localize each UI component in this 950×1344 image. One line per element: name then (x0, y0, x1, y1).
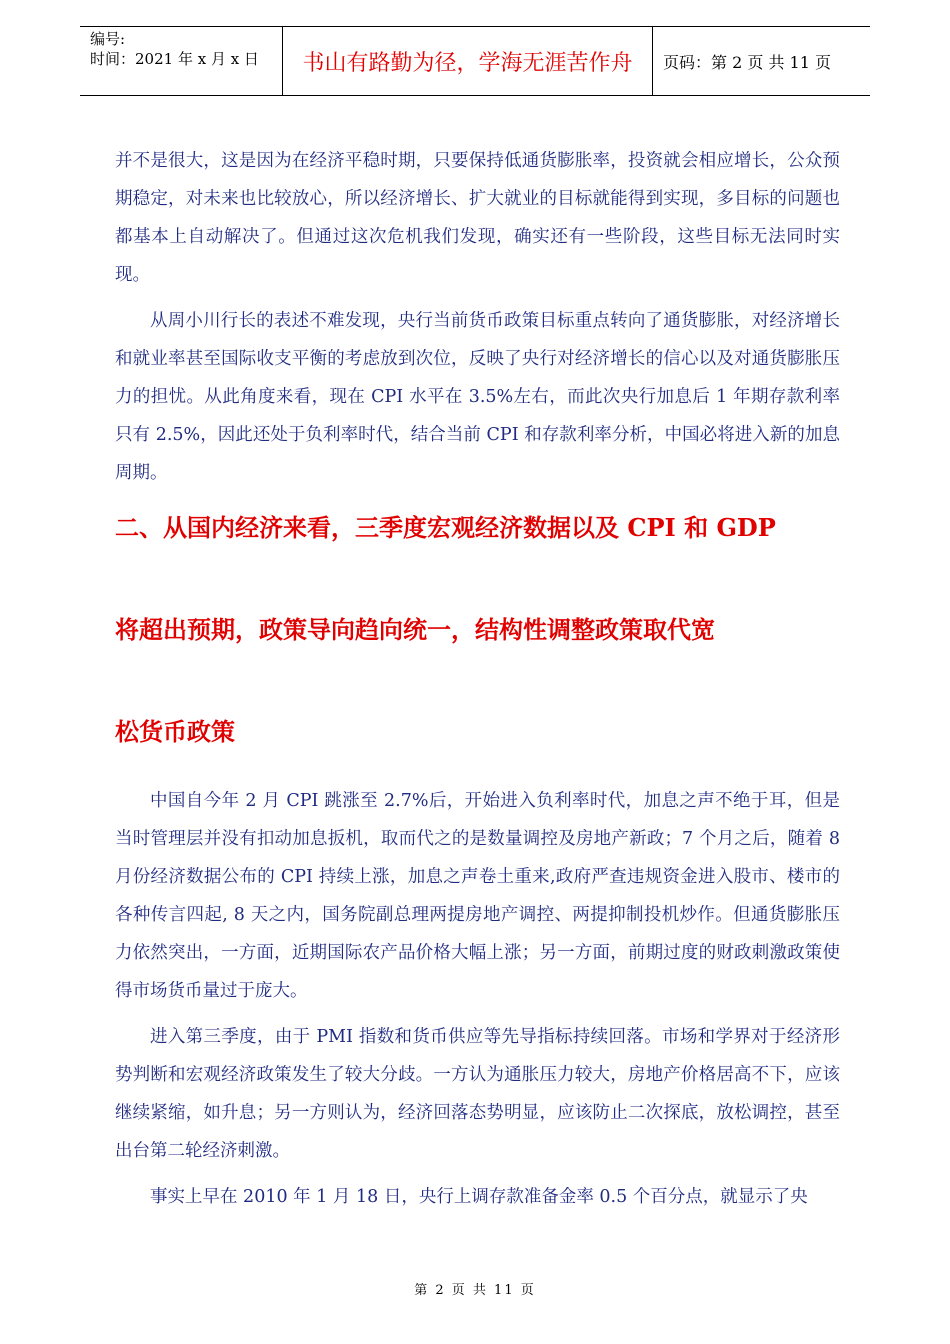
header-page-info: 页码：第 2 页 共 11 页 (663, 52, 831, 72)
time-label: 时间：2021 年 x 月 x 日 (90, 50, 259, 68)
document-body (115, 142, 840, 1224)
header-meta (80, 27, 282, 95)
paragraph-3: 中国自今年 2 月 CPI 跳涨至 2.7%后，开始进入负利率时代，加息之声不绝于耳，但是当时管理层并没有扣动加息扳机，取而代之的是数量调控及房地产新政；7 个月之后，随着 8 月份经济数据公布的 CPI 持续上涨，加息之声卷土重来,政府严查违规资金进入股市、楼市的各种传言四起, 8 天之内，国务院副总理两提房地产调控、两提抑制投机炒作。但通货膨胀压力依然突出，一方面，近期国际农产品价格大幅上涨；另一方面，前期过度的财政刺激政策使得市场货币量过于庞大。 (115, 791, 840, 1001)
page-footer: 第 2 页 共 11 页 (414, 1283, 536, 1298)
paragraph-1: 并不是很大，这是因为在经济平稳时期，只要保持低通货膨胀率，投资就会相应增长，公众预期稳定，对未来也比较放心，所以经济增长、扩大就业的目标就能得到实现，多目标的问题也都基本上自动解决了。但通过这次危机我们发现，确实还有一些阶段，这些目标无法同时实现。 (115, 151, 840, 285)
heading-line-2: 将超出预期，政策导向趋向统一，结构性调整政策取代宽 (115, 615, 715, 644)
section-heading (115, 502, 840, 758)
paragraph-4: 进入第三季度，由于 PMI 指数和货币供应等先导指标持续回落。市场和学界对于经济形势判断和宏观经济政策发生了较大分歧。一方认为通胀压力较大，房地产价格居高不下，应该继续紧缩，如升息；另一方则认为，经济回落态势明显，应该防止二次探底，放松调控，甚至出台第二轮经济刺激。 (115, 1027, 840, 1161)
header-motto: 书山有路勤为径，学海无涯苦作舟 (282, 27, 653, 95)
page-header (80, 26, 870, 96)
paragraph-2: 从周小川行长的表述不难发现，央行当前货币政策目标重点转向了通货膨胀，对经济增长和就业率甚至国际收支平衡的考虑放到次位，反映了央行对经济增长的信心以及对通货膨胀压力的担忧。从此角度来看，现在 CPI 水平在 3.5%左右，而此次央行加息后 1 年期存款利率只有 2.5%，因此还处于负利率时代，结合当前 CPI 和存款利率分析，中国必将进入新的加息周期。 (115, 311, 840, 483)
paragraph-5: 事实上早在 2010 年 1 月 18 日，央行上调存款准备金率 0.5 个百分点，就显示了央 (150, 1187, 808, 1207)
heading-line-3: 松货币政策 (115, 717, 235, 746)
number-label: 编号: (90, 30, 126, 48)
heading-line-1: 二、从国内经济来看，三季度宏观经济数据以及 CPI 和 GDP (115, 513, 776, 542)
